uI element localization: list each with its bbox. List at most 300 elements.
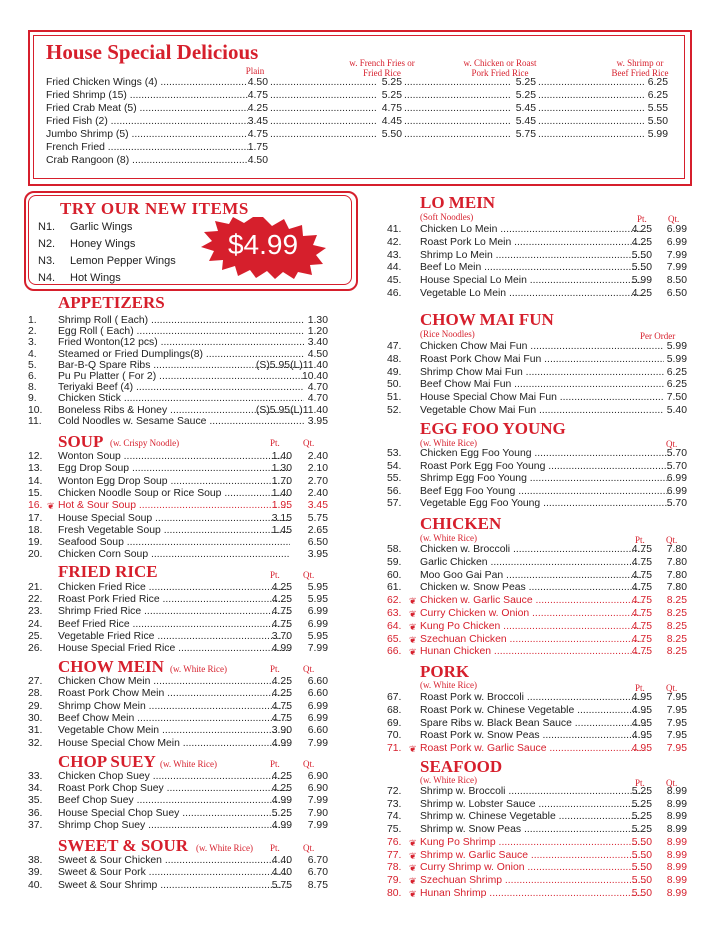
sweet-sour-row — [28, 867, 328, 880]
house-special-row — [46, 115, 674, 128]
pint-price: 4.75 — [631, 620, 652, 632]
item-name: Vegetable Chow Mein ..... — [58, 725, 290, 738]
quart-price: 8.99 — [666, 811, 687, 823]
chicken-row — [387, 582, 687, 595]
soup-row — [28, 537, 328, 550]
pint-price: 1.30 — [271, 463, 292, 475]
quart-price: 6.99 — [307, 618, 328, 630]
item-name: Fresh Vegetable Soup ..... — [58, 525, 290, 538]
chow-mein-pt: Pt. — [270, 664, 280, 674]
item-name: House Special Fried Rice ..... — [58, 643, 290, 656]
item-number: 53. — [387, 448, 402, 459]
quart-price: 6.50 — [307, 537, 328, 549]
item-number: 54. — [387, 460, 402, 472]
item-name: House Special Chop Suey ..... — [58, 808, 290, 821]
pint-price: 1.40 — [271, 487, 292, 499]
fried-rice-pt: Pt. — [270, 570, 280, 580]
quart-price: 7.80 — [666, 582, 687, 594]
item-name: Roast Pork w. Broccoli ..... — [420, 692, 646, 705]
item-name: Shrimp Roll ( Each) ..... — [58, 315, 304, 328]
seafood-row — [387, 875, 687, 888]
chop-suey-sub: (w. White Rice) — [160, 759, 217, 769]
chop-suey-row — [28, 795, 328, 808]
house-dots — [270, 102, 376, 115]
pint-price: 5.50 — [631, 849, 652, 861]
quart-price: 2.40 — [307, 487, 328, 499]
item-name: Chicken Noodle Soup or Rice Soup ..... — [58, 488, 290, 501]
house-french-price: 4.75 — [381, 103, 402, 114]
item-name: Fried Wonton(12 pcs) ..... — [58, 337, 304, 350]
house-chicken-price: 5.25 — [515, 77, 536, 88]
pint-price: 3.90 — [271, 725, 292, 737]
pint-price: 4.99 — [271, 643, 292, 654]
pint-price: 1.70 — [271, 475, 292, 487]
new-item-name: Honey Wings — [70, 238, 136, 250]
quart-price: 8.99 — [666, 874, 687, 886]
item-number: 78. — [387, 862, 402, 874]
col-french-label: w. French Fries or Fried Rice — [349, 58, 415, 78]
house-item-name: Fried Chicken Wings (4) ..... — [46, 76, 248, 89]
pint-price: 4.40 — [271, 855, 292, 866]
item-name: Chicken w. Garlic Sauce ..... — [420, 595, 646, 608]
item-number: 13. — [28, 463, 43, 475]
quart-price: 7.95 — [666, 717, 687, 729]
quart-price: 8.25 — [666, 608, 687, 619]
pint-price: 5.50 — [631, 862, 652, 874]
item-name: Curry Chicken w. Onion ..... — [420, 608, 646, 621]
egg-foo-young-qt: Qt. — [666, 439, 678, 449]
pint-price: 1.45 — [271, 524, 292, 536]
quart-price: 5.95 — [307, 582, 328, 593]
chop-suey-row — [28, 771, 328, 784]
item-name: Cold Noodles w. Sesame Sauce ..... — [58, 416, 304, 429]
item-number: 21. — [28, 582, 43, 593]
item-name: Shrimp w. Lobster Sauce ..... — [420, 799, 646, 812]
house-chicken-price: 5.45 — [515, 116, 536, 127]
chow-mein-row — [28, 725, 328, 738]
quart-price: 7.99 — [307, 819, 328, 831]
item-number: 32. — [28, 737, 43, 749]
sweet-sour-qt: Qt. — [303, 843, 315, 853]
house-french-price: 5.25 — [381, 90, 402, 101]
quart-price: 8.99 — [666, 798, 687, 810]
hot-spicy-icon: ❦ — [409, 647, 417, 658]
item-name: Egg Roll ( Each) ..... — [58, 326, 304, 339]
pint-price: 4.75 — [271, 700, 292, 712]
item-name: Roast Pork Fried Rice ..... — [58, 594, 290, 607]
item-name: Spare Ribs w. Black Bean Sauce ..... — [420, 718, 646, 731]
egg-foo-young-row — [387, 486, 687, 499]
house-french-price: 5.25 — [381, 77, 402, 88]
soup-pt: Pt. — [270, 438, 280, 448]
quart-price: 6.70 — [307, 855, 328, 866]
quart-price: 3.40 — [307, 337, 328, 349]
quart-price: (L)11.40 — [290, 359, 328, 371]
house-dots — [538, 115, 644, 128]
quart-price: 7.95 — [666, 704, 687, 716]
item-name: Beef Egg Foo Young ..... — [420, 486, 670, 499]
pint-price: 5.99 — [631, 275, 652, 287]
chow-mein-row — [28, 701, 328, 714]
quart-price: 7.80 — [666, 569, 687, 581]
fried-rice-row — [28, 619, 328, 632]
item-number: 9. — [28, 393, 37, 405]
quart-price: 2.70 — [307, 475, 328, 487]
house-shrimp-price: 6.25 — [647, 90, 668, 101]
item-number: 22. — [28, 594, 43, 606]
item-number: 31. — [28, 725, 43, 737]
appetizers-title: APPETIZERS — [58, 293, 165, 312]
pint-price: 5.25 — [631, 786, 652, 797]
item-name: Shrimp Chow Mein ..... — [58, 701, 290, 714]
pork-title: PORK — [420, 662, 470, 681]
item-number: 6. — [28, 371, 37, 382]
pint-price: 5.25 — [271, 807, 292, 819]
pork-sub: (w. White Rice) — [420, 680, 477, 690]
quart-price: 8.25 — [666, 620, 687, 632]
quart-price: 8.99 — [666, 836, 687, 848]
house-item-name: Jumbo Shrimp (5) ..... — [46, 128, 248, 141]
pint-price: 4.75 — [631, 569, 652, 581]
pint-price: 4.25 — [631, 236, 652, 248]
fried-rice-row — [28, 594, 328, 607]
item-number: 23. — [28, 606, 43, 618]
item-name: Shrimp w. Garlic Sauce ..... — [420, 850, 646, 863]
item-number: 44. — [387, 262, 402, 274]
pint-price: 4.75 — [271, 712, 292, 724]
item-name: Egg Drop Soup ..... — [58, 463, 290, 476]
pint-price: 5.50 — [631, 887, 652, 899]
house-plain-price: 1.75 — [247, 142, 268, 153]
item-name: Chicken Corn Soup ..... — [58, 549, 290, 562]
house-special-row — [46, 128, 674, 141]
fried-rice-qt: Qt. — [303, 570, 315, 580]
sweet-sour-sub: (w. White Rice) — [196, 843, 253, 853]
egg-foo-young-sub: (w. White Rice) — [420, 438, 477, 448]
chow-mai-fun-row — [387, 405, 687, 418]
item-number: 66. — [387, 646, 402, 658]
item-name: Teriyaki Beef (4) ..... — [58, 382, 304, 395]
quart-price: 5.99 — [666, 341, 687, 352]
quart-price: 8.99 — [666, 849, 687, 861]
pint-price: 5.25 — [631, 824, 652, 836]
item-number: 73. — [387, 798, 402, 810]
quart-price: 10.40 — [301, 371, 328, 382]
hot-spicy-icon: ❦ — [409, 888, 417, 899]
house-item-name: Fried Shrimp (15) ..... — [46, 89, 248, 102]
quart-price: 6.99 — [666, 473, 687, 485]
item-name: Sweet & Sour Chicken ..... — [58, 855, 290, 868]
item-name: Shrimp Egg Foo Young ..... — [420, 473, 670, 486]
item-number: 37. — [28, 819, 43, 831]
item-name: Kung Po Chicken ..... — [420, 621, 646, 634]
seafood-row — [387, 824, 687, 837]
item-number: 12. — [28, 451, 43, 462]
appetizers-row — [28, 416, 328, 429]
item-name: Hot & Sour Soup ..... — [58, 500, 290, 513]
house-plain-price: 4.50 — [247, 77, 268, 88]
house-dots — [538, 76, 644, 89]
soup-title: SOUP — [58, 432, 104, 451]
chow-mai-fun-title: CHOW MAI FUN — [420, 310, 554, 329]
chicken-qt: Qt. — [666, 535, 678, 545]
seafood-row — [387, 837, 687, 850]
item-name: Szechuan Shrimp ..... — [420, 875, 646, 888]
quart-price: 2.40 — [307, 451, 328, 462]
pint-price: 4.75 — [271, 618, 292, 630]
soup-row — [28, 500, 328, 513]
item-number: 60. — [387, 569, 402, 581]
house-special-row — [46, 102, 674, 115]
item-name: Seafood Soup ..... — [58, 537, 290, 550]
pint-price: 4.25 — [271, 783, 292, 795]
pork-pt: Pt. — [635, 683, 645, 693]
item-number: 3. — [28, 337, 37, 349]
item-name: Shrimp w. Broccoli ..... — [420, 786, 646, 799]
item-number: 79. — [387, 874, 402, 886]
new-item-num: N3. — [38, 255, 56, 267]
col-shrimp-label: w. Shrimp or Beef Fried Rice — [611, 58, 669, 78]
new-item-num: N1. — [38, 221, 56, 233]
item-number: 11. — [28, 415, 42, 427]
house-dots — [404, 128, 510, 141]
house-item-name: Crab Rangoon (8) ..... — [46, 154, 248, 167]
house-dots — [270, 89, 376, 102]
quart-price: 7.80 — [666, 556, 687, 568]
chicken-row — [387, 608, 687, 621]
hot-spicy-icon: ❦ — [409, 634, 417, 645]
item-number: 80. — [387, 887, 402, 899]
house-dots — [270, 76, 376, 89]
chow-mai-fun-row — [387, 354, 687, 367]
new-item-num: N4. — [38, 272, 56, 284]
pint-price: 4.25 — [271, 594, 292, 606]
quart-price: 7.99 — [666, 262, 687, 274]
sweet-sour-row — [28, 855, 328, 868]
soup-qt: Qt. — [303, 438, 315, 448]
item-number: 50. — [387, 379, 402, 391]
pork-row — [387, 718, 687, 731]
pint-price: 4.95 — [631, 717, 652, 729]
pork-row — [387, 730, 687, 743]
chow-mai-fun-row — [387, 379, 687, 392]
soup-sub: (w. Crispy Noodle) — [110, 438, 180, 448]
chicken-pt: Pt. — [635, 535, 645, 545]
quart-price: 6.90 — [307, 783, 328, 795]
chop-suey-qt: Qt. — [303, 759, 315, 769]
quart-price: 6.25 — [666, 366, 687, 378]
house-chicken-price: 5.25 — [515, 90, 536, 101]
pint-price: 4.25 — [271, 676, 292, 687]
item-name: Shrimp Chop Suey ..... — [58, 820, 290, 833]
pint-price: 4.75 — [631, 646, 652, 658]
lo-mein-pt: Pt. — [637, 214, 647, 224]
quart-price: 4.50 — [307, 348, 328, 360]
item-name: Hunan Chicken ..... — [420, 646, 646, 659]
pint-price: 4.75 — [631, 595, 652, 607]
pint-price: 4.40 — [271, 867, 292, 879]
chicken-row — [387, 595, 687, 608]
item-name: Shrimp w. Snow Peas ..... — [420, 824, 646, 837]
pint-price: 4.75 — [631, 633, 652, 645]
col-chicken-label: w. Chicken or Roast Pork Fried Rice — [463, 58, 537, 78]
item-number: 58. — [387, 544, 402, 555]
chow-mein-sub: (w. White Rice) — [170, 664, 227, 674]
house-dots — [538, 89, 644, 102]
house-chicken-price: 5.75 — [515, 129, 536, 140]
quart-price: 8.25 — [666, 595, 687, 607]
item-name: Roast Pork Chop Suey ..... — [58, 783, 290, 796]
house-special-title: House Special Delicious — [46, 40, 259, 64]
item-name: Roast Pork Chow Mein ..... — [58, 688, 290, 701]
item-number: 1. — [28, 315, 37, 326]
lo-mein-sub: (Soft Noodles) — [420, 212, 474, 222]
quart-price: 7.80 — [666, 544, 687, 555]
quart-price: 5.75 — [307, 512, 328, 524]
hot-spicy-icon: ❦ — [409, 837, 417, 848]
item-name: Moo Goo Gai Pan ..... — [420, 570, 646, 583]
pint-price: 4.95 — [631, 692, 652, 703]
quart-price: 2.10 — [307, 463, 328, 475]
house-chicken-price: 5.45 — [515, 103, 536, 114]
quart-price: 6.60 — [307, 688, 328, 700]
pint-price: (S)5.95 — [255, 404, 290, 416]
item-name: Vegetable Lo Mein ..... — [420, 288, 646, 301]
item-number: 48. — [387, 353, 402, 365]
pint-price: 4.99 — [271, 819, 292, 831]
item-number: 77. — [387, 849, 402, 861]
pint-price: 4.99 — [271, 795, 292, 807]
item-number: 51. — [387, 392, 402, 404]
item-number: 16. — [28, 500, 43, 512]
house-plain-price: 4.75 — [247, 129, 268, 140]
fried-rice-row — [28, 582, 328, 595]
soup-row — [28, 463, 328, 476]
quart-price: 7.90 — [307, 807, 328, 819]
item-name: Garlic Chicken ..... — [420, 557, 646, 570]
item-name: House Special Soup ..... — [58, 513, 290, 526]
house-plain-price: 4.25 — [247, 103, 268, 114]
item-name: Roast Pork Lo Mein ..... — [420, 237, 646, 250]
pint-price: 3.70 — [271, 630, 292, 642]
house-french-price: 4.45 — [381, 116, 402, 127]
hot-spicy-icon: ❦ — [47, 501, 55, 512]
lo-mein-row — [387, 224, 687, 237]
quart-price: 7.99 — [307, 795, 328, 807]
quart-price: 8.99 — [666, 786, 687, 797]
quart-price: 6.25 — [666, 379, 687, 391]
pint-price: 4.95 — [631, 730, 652, 742]
lo-mein-qt: Qt. — [668, 214, 680, 224]
pint-price: 5.50 — [631, 262, 652, 274]
seafood-row — [387, 862, 687, 875]
house-shrimp-price: 6.25 — [647, 77, 668, 88]
item-number: 17. — [28, 512, 43, 524]
chow-mai-fun-row — [387, 367, 687, 380]
fried-rice-row — [28, 631, 328, 644]
house-shrimp-price: 5.55 — [647, 103, 668, 114]
item-number: 35. — [28, 795, 43, 807]
chow-mai-fun-sub: (Rice Noodles) — [420, 329, 475, 339]
item-number: 47. — [387, 341, 402, 352]
quart-price: 6.99 — [666, 224, 687, 235]
quart-price: 7.99 — [307, 737, 328, 749]
chicken-sub: (w. White Rice) — [420, 533, 477, 543]
chop-suey-title: CHOP SUEY — [58, 752, 156, 771]
house-special-row — [46, 89, 674, 102]
item-number: 42. — [387, 236, 402, 248]
item-number: 18. — [28, 524, 43, 536]
quart-price: 5.95 — [307, 594, 328, 606]
seafood-row — [387, 786, 687, 799]
item-name: Chicken w. Broccoli ..... — [420, 544, 646, 557]
item-name: Chicken Egg Foo Young ..... — [420, 448, 670, 461]
item-number: 64. — [387, 620, 402, 632]
sweet-sour-title: SWEET & SOUR — [58, 836, 189, 855]
chow-mai-fun-per: Per Order — [640, 331, 676, 341]
item-name: Wonton Soup ..... — [58, 451, 290, 464]
pint-price: 1.95 — [271, 500, 292, 512]
quart-price: 3.95 — [307, 549, 328, 561]
house-plain-price: 3.45 — [247, 116, 268, 127]
quart-price: 1.30 — [307, 315, 328, 326]
chop-suey-row — [28, 820, 328, 833]
item-number: 63. — [387, 608, 402, 619]
item-number: 56. — [387, 485, 402, 497]
item-number: 19. — [28, 537, 43, 549]
hot-spicy-icon: ❦ — [409, 609, 417, 619]
soup-row — [28, 549, 328, 562]
seafood-title: SEAFOOD — [420, 757, 503, 776]
item-name: Sweet & Sour Pork ..... — [58, 867, 290, 880]
quart-price: 3.45 — [307, 500, 328, 512]
house-dots — [404, 76, 510, 89]
fried-rice-title: FRIED RICE — [58, 562, 158, 581]
item-number: 62. — [387, 595, 402, 607]
quart-price: 2.65 — [307, 524, 328, 536]
chop-suey-pt: Pt. — [270, 759, 280, 769]
item-name: Chicken Fried Rice ..... — [58, 582, 290, 595]
pint-price: 4.75 — [631, 556, 652, 568]
lo-mein-row — [387, 250, 687, 263]
item-name: Chicken Chow Mein ..... — [58, 676, 290, 689]
hot-spicy-icon: ❦ — [409, 875, 417, 886]
item-name: Hunan Shrimp ..... — [420, 888, 646, 901]
item-name: Szechuan Chicken ..... — [420, 634, 646, 647]
lo-mein-row — [387, 262, 687, 275]
egg-foo-young-title: EGG FOO YOUNG — [420, 419, 566, 438]
house-dots — [270, 115, 376, 128]
house-plain-price: 4.75 — [247, 90, 268, 101]
item-number: 76. — [387, 836, 402, 848]
house-dots — [404, 89, 510, 102]
house-plain-price: 4.50 — [247, 155, 268, 166]
lo-mein-row — [387, 288, 687, 301]
item-name: Chicken Chop Suey ..... — [58, 771, 290, 784]
house-dots — [270, 128, 376, 141]
item-number: 26. — [28, 643, 43, 654]
item-name: Wonton Egg Drop Soup ..... — [58, 476, 290, 489]
item-number: 27. — [28, 676, 43, 687]
chow-mein-row — [28, 713, 328, 726]
chow-mein-row — [28, 738, 328, 751]
item-number: 15. — [28, 487, 43, 499]
chicken-row — [387, 621, 687, 634]
pint-price: 5.75 — [271, 879, 292, 891]
item-number: 33. — [28, 771, 43, 782]
item-name: Chicken Chow Mai Fun ..... — [420, 341, 664, 354]
item-number: 70. — [387, 730, 402, 742]
